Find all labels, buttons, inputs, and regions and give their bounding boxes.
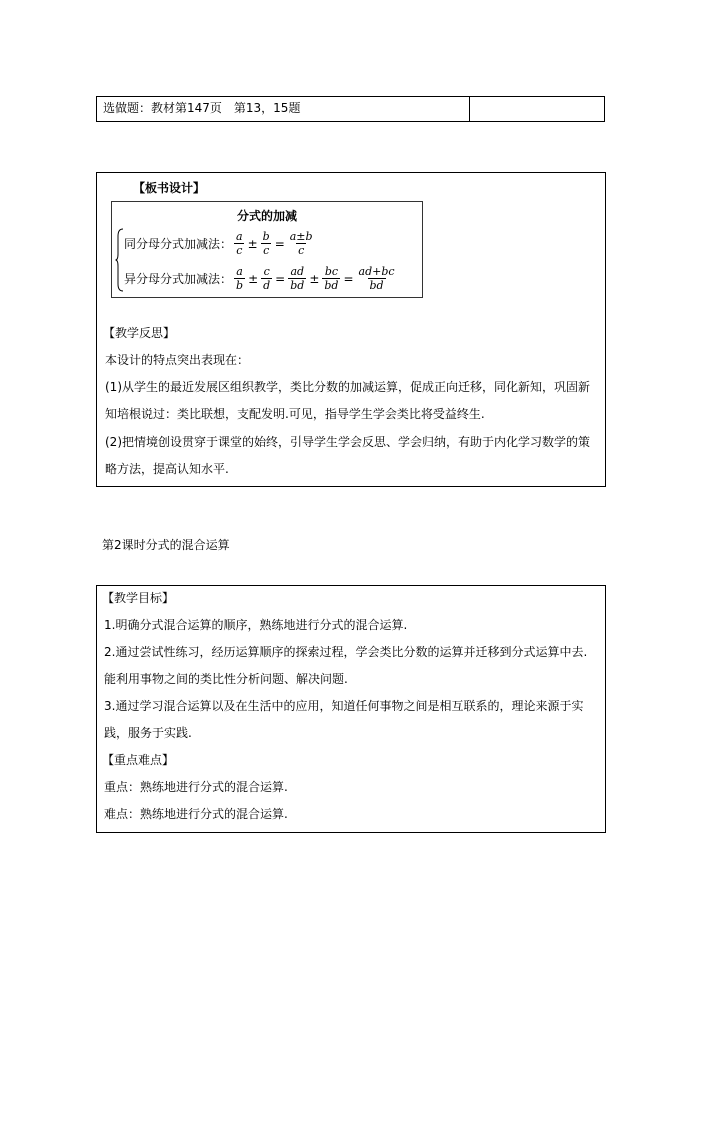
objectives-box (96, 585, 606, 833)
fraction (261, 265, 272, 292)
assignment-table (96, 96, 605, 122)
reflection-point-2: (2)把情境创设贯穿于课堂的始终，引导学生学会反思、学会归纳，有助于内化学习数学的策 (105, 435, 591, 449)
denominator: c (263, 244, 270, 257)
denominator: bd (369, 279, 384, 292)
board-design-box (96, 172, 606, 487)
fraction (357, 265, 397, 292)
assignment-cell (97, 97, 470, 121)
numerator: bc (324, 265, 339, 278)
board-title: 分式的加减 (236, 209, 297, 223)
objective-3-cont: 践，服务于实践. (104, 726, 192, 740)
rule1-label: 同分母分式加减法： (124, 237, 233, 251)
same-denominator-rule (124, 230, 317, 257)
equals-sign: = (275, 271, 286, 286)
objectives-heading: 【教学目标】 (102, 591, 175, 605)
denominator: bd (290, 279, 305, 292)
objective-2-cont: 能利用事物之间的类比性分析问题、解决问题. (104, 672, 348, 686)
numerator: ad (290, 265, 305, 278)
equals-sign: = (343, 271, 354, 286)
fraction (288, 230, 315, 257)
different-denominator-rule (124, 265, 399, 292)
plus-minus-sign: ± (248, 271, 259, 286)
numerator: a (236, 265, 243, 278)
plus-minus-sign: ± (247, 236, 258, 251)
reflection-point-2-cont: 略方法，提高认知水平. (105, 462, 229, 476)
numerator: c (263, 265, 270, 278)
numerator: a (236, 230, 243, 243)
denominator: d (263, 279, 271, 292)
section-title: 第2课时分式的混合运算 (102, 538, 230, 552)
assignment-text: 选做题：教材第147页 第13，15题 (103, 101, 301, 115)
board-design-heading: 【板书设计】 (133, 181, 206, 195)
fraction (322, 265, 340, 292)
numerator: a±b (289, 230, 313, 243)
key-difficult-heading: 【重点难点】 (102, 753, 175, 767)
denominator: c (236, 244, 243, 257)
denominator: b (236, 279, 244, 292)
reflection-point-1-cont: 知培根说过：类比联想，支配发明.可见，指导学生学会类比将受益终生. (105, 407, 485, 421)
fraction (234, 265, 245, 292)
denominator: bd (324, 279, 339, 292)
objective-1: 1.明确分式混合运算的顺序，熟练地进行分式的混合运算. (104, 618, 408, 632)
plus-minus-sign: ± (309, 271, 320, 286)
fraction (234, 230, 245, 257)
fraction (261, 230, 272, 257)
reflection-intro: 本设计的特点突出表现在： (105, 353, 250, 367)
key-point: 重点：熟练地进行分式的混合运算. (104, 780, 288, 794)
board-frame (111, 201, 423, 298)
reflection-heading: 【教学反思】 (103, 326, 176, 340)
equals-sign: = (274, 236, 285, 251)
denominator: c (298, 244, 305, 257)
objective-3: 3.通过学习混合运算以及在生活中的应用，知道任何事物之间是相互联系的，理论来源于实 (104, 699, 584, 713)
reflection-point-1: (1)从学生的最近发展区组织教学，类比分数的加减运算，促成正向迁移，同化新知，巩固新 (105, 380, 591, 394)
numerator: ad+bc (358, 265, 395, 278)
difficult-point: 难点：熟练地进行分式的混合运算. (104, 807, 288, 821)
numerator: b (262, 230, 270, 243)
objective-2: 2.通过尝试性练习，经历运算顺序的探索过程，学会类比分数的运算并迁移到分式运算中去. (104, 645, 588, 659)
fraction (288, 265, 306, 292)
rule2-label: 异分母分式加减法： (124, 272, 233, 286)
